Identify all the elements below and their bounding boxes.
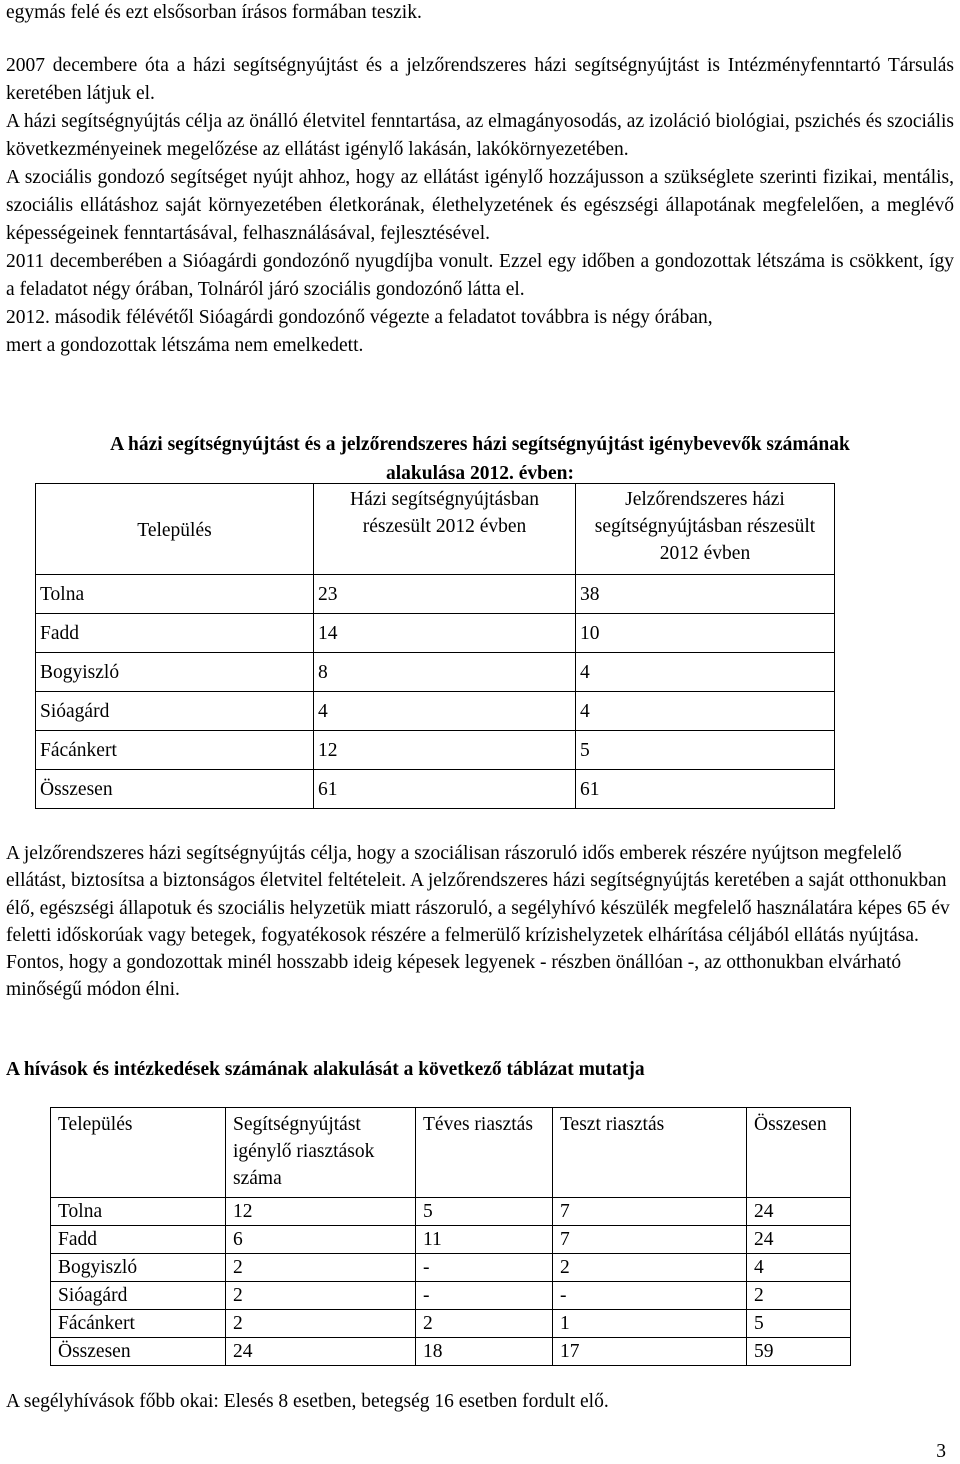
cell-settlement: Sióagárd bbox=[36, 692, 314, 731]
header-total: Összesen bbox=[747, 1108, 851, 1198]
cell-alarm-count: 61 bbox=[576, 770, 835, 809]
table-row bbox=[51, 1226, 851, 1254]
cell-false: - bbox=[416, 1282, 553, 1310]
table-row bbox=[36, 614, 835, 653]
cell-home-count: 14 bbox=[314, 614, 576, 653]
intro-paragraph-3: A házi segítségnyújtás célja az önálló életvitel fenntartása, az elmagányosodás, az izoláció biológiai, pszichés és szociális következményeinek megelőzése az ellátást igénylő lakásán, lakókörnyezetében. bbox=[6, 111, 954, 160]
cell-home-count: 4 bbox=[314, 692, 576, 731]
cell-assistance: 24 bbox=[226, 1338, 416, 1366]
table-row bbox=[51, 1338, 851, 1366]
cell-total: 5 bbox=[747, 1310, 851, 1338]
table-row bbox=[36, 653, 835, 692]
table-row bbox=[36, 692, 835, 731]
cell-home-count: 23 bbox=[314, 575, 576, 614]
table-header-row bbox=[51, 1108, 851, 1198]
cell-assistance: 6 bbox=[226, 1226, 416, 1254]
cell-false: 5 bbox=[416, 1198, 553, 1226]
intro-paragraph-2: 2007 decembere óta a házi segítségnyújtást és a jelzőrendszeres házi segítségnyújtást is Intézményfenntartó Társulás keretében látjuk el. bbox=[6, 55, 954, 104]
cell-test: 17 bbox=[553, 1338, 747, 1366]
table-row bbox=[51, 1310, 851, 1338]
table-row bbox=[51, 1254, 851, 1282]
cell-test: - bbox=[553, 1282, 747, 1310]
intro-paragraph-4: A szociális gondozó segítséget nyújt ahhoz, hogy az ellátást igénylő hozzájusson a szükséglete szerinti fizikai, mentális, szociális ellátáshoz saját környezetében életkorának, élethelyzetének és egészségi állapotának megfelelően, a meglévő képességeinek fenntartásával, felhasználásával, fejlesztésével. bbox=[6, 167, 954, 244]
intro-paragraph-6a: 2012. második félévétől Sióagárdi gondozónő végezte a feladatot továbbra is négy órában, bbox=[6, 307, 713, 328]
cell-test: 1 bbox=[553, 1310, 747, 1338]
middle-section bbox=[6, 840, 954, 1004]
cell-test: 7 bbox=[553, 1226, 747, 1254]
alarm-calls-table bbox=[50, 1107, 851, 1366]
table-row bbox=[36, 731, 835, 770]
table-header-row bbox=[36, 484, 835, 575]
cell-settlement: Tolna bbox=[36, 575, 314, 614]
cell-total: 24 bbox=[747, 1198, 851, 1226]
cell-assistance: 2 bbox=[226, 1282, 416, 1310]
cell-alarm-count: 5 bbox=[576, 731, 835, 770]
intro-paragraph-5: 2011 decemberében a Sióagárdi gondozónő nyugdíjba vonult. Ezzel egy időben a gondozottak létszáma is csökkent, így a feladatot négy órában, Tolnáról járó szociális gondozónő látta el. bbox=[6, 251, 954, 300]
table-row bbox=[51, 1198, 851, 1226]
intro-section bbox=[6, 0, 954, 360]
care-recipients-table bbox=[35, 483, 835, 809]
cell-test: 7 bbox=[553, 1198, 747, 1226]
footer-note-block bbox=[6, 1388, 954, 1416]
cell-settlement: Fadd bbox=[36, 614, 314, 653]
cell-false: 11 bbox=[416, 1226, 553, 1254]
cell-settlement: Bogyiszló bbox=[36, 653, 314, 692]
cell-total: 2 bbox=[747, 1282, 851, 1310]
header-settlement: Település bbox=[51, 1108, 226, 1198]
cell-settlement: Sióagárd bbox=[51, 1282, 226, 1310]
header-settlement: Település bbox=[36, 484, 314, 575]
cell-settlement: Bogyiszló bbox=[51, 1254, 226, 1282]
header-home-assistance: Házi segítségnyújtásban részesült 2012 évben bbox=[314, 484, 576, 575]
cell-test: 2 bbox=[553, 1254, 747, 1282]
table1-title-line2: alakulása 2012. évben: bbox=[386, 463, 574, 484]
footer-note: A segélyhívások főbb okai: Elesés 8 esetben, betegség 16 esetben fordult elő. bbox=[6, 1391, 609, 1412]
page-number: 3 bbox=[936, 1441, 946, 1462]
cell-home-count: 61 bbox=[314, 770, 576, 809]
header-alarm-assistance: Jelzőrendszeres házi segítségnyújtásban részesült 2012 évben bbox=[576, 484, 835, 575]
cell-assistance: 2 bbox=[226, 1254, 416, 1282]
table-row bbox=[36, 575, 835, 614]
cell-settlement: Fácánkert bbox=[36, 731, 314, 770]
table2-title: A hívások és intézkedések számának alakulását a következő táblázat mutatja bbox=[6, 1059, 645, 1080]
cell-alarm-count: 10 bbox=[576, 614, 835, 653]
cell-total: 24 bbox=[747, 1226, 851, 1254]
cell-settlement: Fácánkert bbox=[51, 1310, 226, 1338]
intro-paragraph-6b: mert a gondozottak létszáma nem emelkedett. bbox=[6, 335, 364, 356]
table-row bbox=[51, 1282, 851, 1310]
cell-settlement: Összesen bbox=[36, 770, 314, 809]
cell-assistance: 2 bbox=[226, 1310, 416, 1338]
cell-home-count: 8 bbox=[314, 653, 576, 692]
intro-paragraph-1: egymás felé és ezt elsősorban írásos formában teszik. bbox=[6, 2, 422, 23]
cell-alarm-count: 4 bbox=[576, 692, 835, 731]
table1-title-line1: A házi segítségnyújtást és a jelzőrendszeres házi segítségnyújtást igénybevevők számának bbox=[110, 434, 850, 455]
cell-false: 18 bbox=[416, 1338, 553, 1366]
middle-paragraph: A jelzőrendszeres házi segítségnyújtás célja, hogy a szociálisan rászoruló idős emberek részére nyújtson megfelelő ellátást, biztosítsa a biztonságos életvitel feltételeit. A jelzőrendszeres házi segítségnyújtás keretében a saját otthonukban élő, egészségi állapotuk és szociális helyzetük miatt rászoruló, a segélyhívó készülék megfelelő használatára képes 65 év feletti időskorúak vagy betegek, fogyatékosok részére a felmerülő krízishelyzetek elhárítása céljából ellátás nyújtása. Fontos, hogy a gondozottak minél hosszabb ideig képesek legyenek - részben önállóan -, az otthonukban elvárható minőségű módon élni. bbox=[6, 843, 950, 1001]
header-false-alarms: Téves riasztás bbox=[416, 1108, 553, 1198]
cell-false: - bbox=[416, 1254, 553, 1282]
cell-settlement: Összesen bbox=[51, 1338, 226, 1366]
cell-total: 59 bbox=[747, 1338, 851, 1366]
cell-home-count: 12 bbox=[314, 731, 576, 770]
cell-alarm-count: 38 bbox=[576, 575, 835, 614]
cell-false: 2 bbox=[416, 1310, 553, 1338]
cell-settlement: Tolna bbox=[51, 1198, 226, 1226]
table2-title-block bbox=[6, 1055, 954, 1084]
header-assistance-alarms: Segítségnyújtást igénylő riasztások száma bbox=[226, 1108, 416, 1198]
cell-assistance: 12 bbox=[226, 1198, 416, 1226]
table1-title bbox=[6, 430, 954, 488]
header-test-alarms: Teszt riasztás bbox=[553, 1108, 747, 1198]
cell-total: 4 bbox=[747, 1254, 851, 1282]
table-row bbox=[36, 770, 835, 809]
cell-alarm-count: 4 bbox=[576, 653, 835, 692]
cell-settlement: Fadd bbox=[51, 1226, 226, 1254]
